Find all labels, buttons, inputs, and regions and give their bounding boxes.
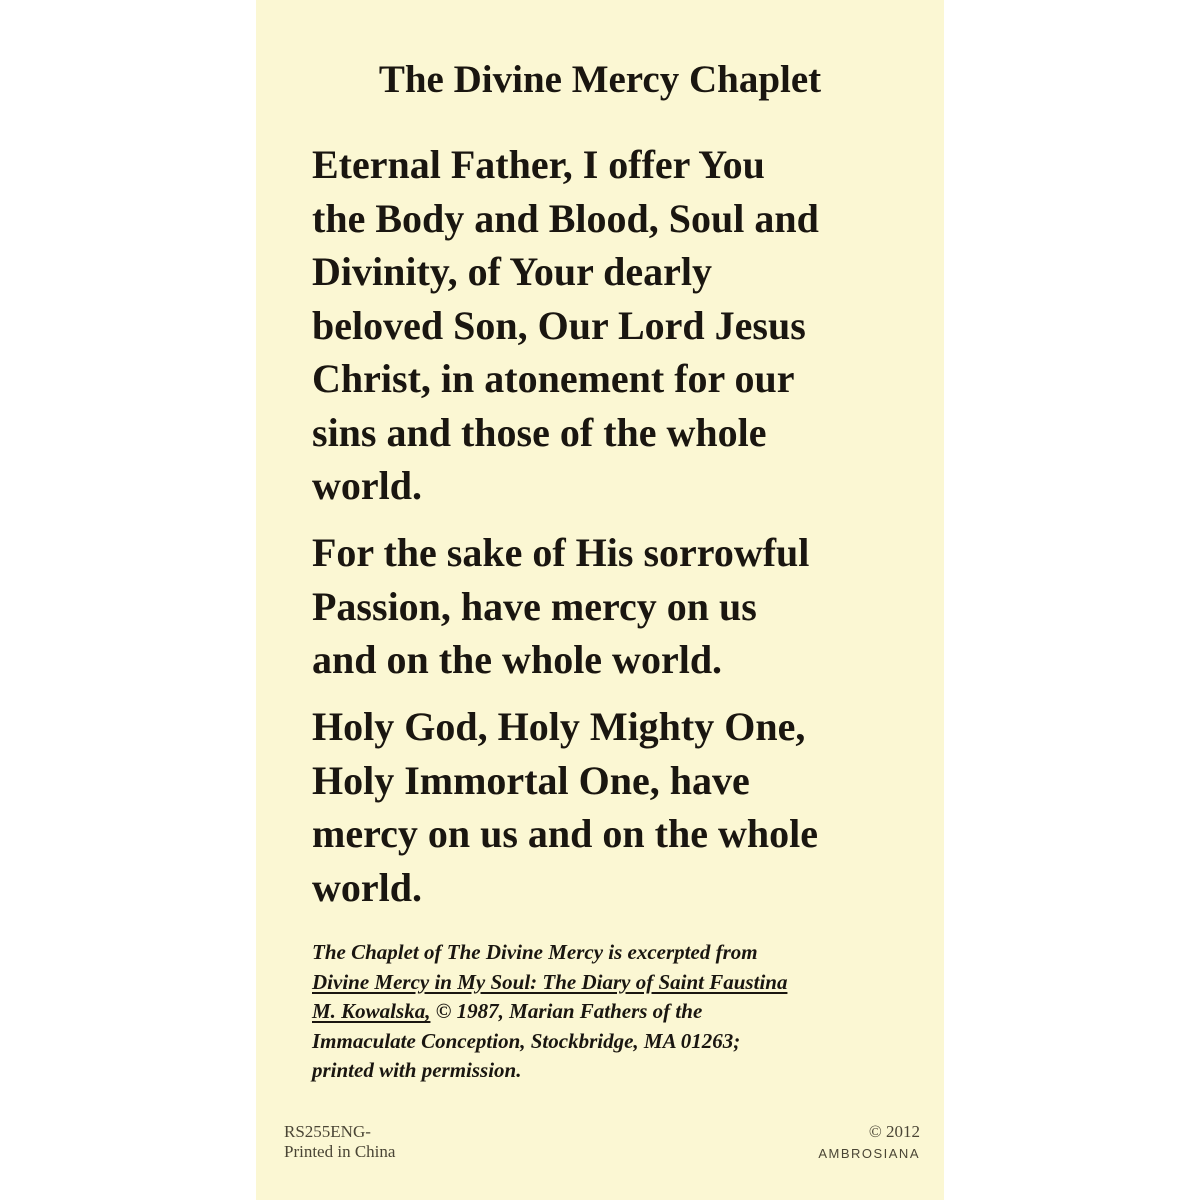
credit-line: The Chaplet of The Divine Mercy is excerpted from (312, 940, 758, 964)
prayer-line: the Body and Blood, Soul and (312, 195, 819, 241)
credit-copyright: © 1987, Marian Fathers of the (430, 999, 703, 1023)
prayer-line: and on the whole world. (312, 637, 723, 682)
prayer-line: beloved Son, Our Lord Jesus (312, 302, 806, 348)
prayer-line: mercy on us and on the whole (312, 811, 818, 856)
prayer-card (256, 0, 944, 1200)
prayer-line: sins and those of the whole (312, 409, 767, 455)
prayer-line: world. (312, 463, 422, 508)
prayer-line: Eternal Father, I offer You (312, 142, 765, 187)
prayer-line: Holy Immortal One, have (312, 757, 750, 803)
book-title: Divine Mercy in My Soul: The Diary of Saint Faustina (312, 969, 788, 994)
copyright-credit (312, 938, 912, 1086)
book-author: M. Kowalska, (312, 999, 431, 1023)
prayer-holy-god (312, 700, 912, 914)
prayer-sorrowful-passion (312, 526, 912, 687)
prayer-line: world. (312, 864, 422, 910)
publisher-info (818, 1122, 920, 1164)
credit-line (312, 997, 912, 1027)
card-title: The Divine Mercy Chaplet (378, 58, 822, 101)
prayer-line: Divinity, of Your dearly (312, 249, 713, 294)
prayer-line: Holy God, Holy Mighty One, (312, 704, 806, 749)
credit-line (312, 968, 912, 998)
credit-line: printed with permission. (312, 1058, 522, 1082)
credit-line: Immaculate Conception, Stockbridge, MA 01263; (312, 1028, 741, 1053)
product-code: RS255ENG- (284, 1122, 371, 1141)
printed-in: Printed in China (284, 1142, 396, 1161)
prayer-line: Christ, in atonement for our (312, 356, 795, 401)
product-info (284, 1122, 395, 1162)
prayer-eternal-father (312, 138, 912, 513)
publisher-logo: AMBROSIANA (818, 1146, 920, 1161)
copyright-year: © 2012 (868, 1122, 920, 1141)
prayer-line: Passion, have mercy on us (312, 583, 757, 629)
prayer-line: For the sake of His sorrowful (312, 530, 810, 575)
